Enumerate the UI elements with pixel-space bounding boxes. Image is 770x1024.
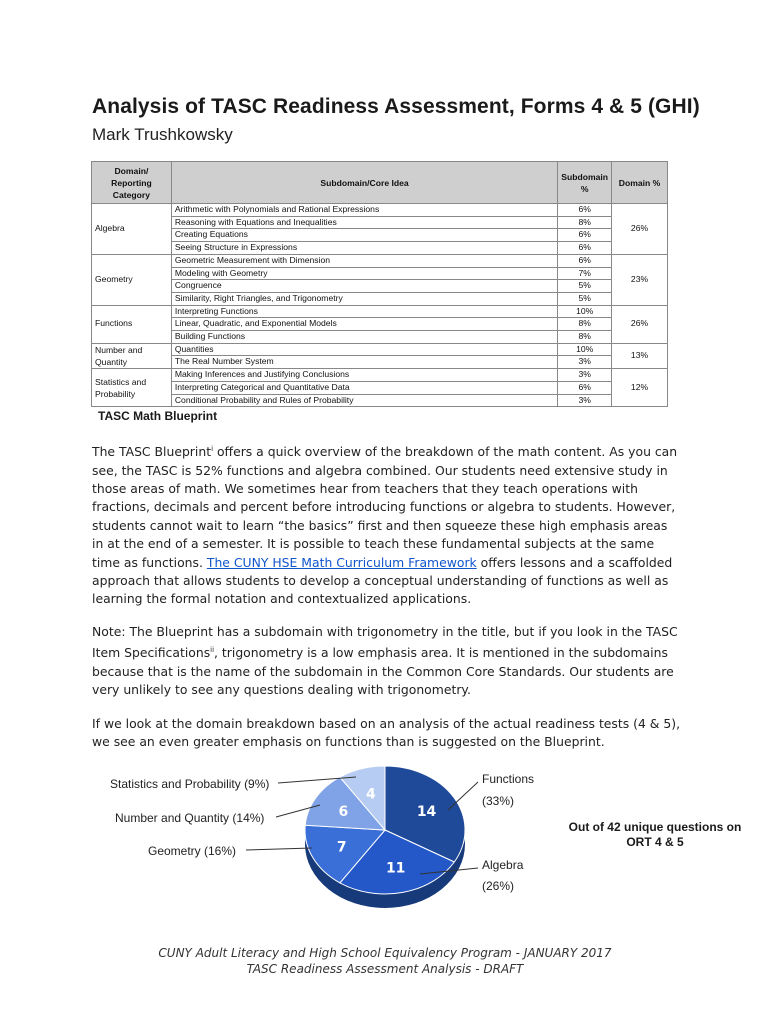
header-subdomain: Subdomain/Core Idea (171, 162, 557, 204)
table-caption: TASC Math Blueprint (98, 409, 218, 423)
subdomain-cell: Creating Equations (171, 229, 557, 242)
label-algebra-name: Algebra (482, 858, 524, 872)
table-row (92, 254, 668, 267)
pie-value-number-quantity: 6 (338, 803, 349, 820)
author-name: Mark Trushkowsky (92, 125, 233, 144)
subdomain-cell: Geometric Measurement with Dimension (171, 254, 557, 267)
table-row (92, 204, 668, 217)
subdomain-cell: Linear, Quadratic, and Exponential Models (171, 318, 557, 331)
subdomain-pct-cell: 3% (558, 369, 612, 382)
pie-value-geometry: 7 (336, 839, 347, 856)
footer-line-2: TASC Readiness Assessment Analysis - DRAFT (246, 962, 524, 976)
label-statistics: Statistics and Probability (9%) (110, 777, 270, 791)
subdomain-cell: Making Inferences and Justifying Conclusions (171, 369, 557, 382)
table-row (92, 229, 668, 242)
paragraph-1-start: The TASC Blueprint (92, 444, 212, 460)
subdomain-pct-cell: 3% (558, 394, 612, 407)
blueprint-table (91, 161, 668, 407)
label-functions-pct: (33%) (482, 794, 515, 808)
header-domain: Domain/ Reporting Category (92, 162, 172, 204)
subdomain-cell: Congruence (171, 280, 557, 293)
chart-note: Out of 42 unique questions on ORT 4 & 5 (568, 820, 742, 849)
subdomain-cell: Similarity, Right Triangles, and Trigonometry (171, 292, 557, 305)
table-row (92, 242, 668, 255)
domain-pct-cell: 13% (612, 343, 668, 368)
subdomain-cell: Seeing Structure in Expressions (171, 242, 557, 255)
table-row (92, 331, 668, 344)
table-row (92, 305, 668, 318)
paragraph-2-end: , trigonometry is a low emphasis area. It is mentioned in the subdomains because that is the name of the subdomain in the Common Core Standards. Our students are very unlikely to see any questions dealing with trigonometry. (92, 645, 674, 698)
header-domain-pct: Domain % (612, 162, 668, 204)
label-number-quantity: Number and Quantity (14%) (115, 811, 265, 825)
table-row (92, 369, 668, 382)
table-row (92, 267, 668, 280)
cuny-framework-link[interactable]: The CUNY HSE Math Curriculum Framework (206, 554, 477, 570)
paragraph-1 (92, 440, 682, 609)
pie-value-algebra: 11 (385, 860, 406, 877)
subdomain-cell: Quantities (171, 343, 557, 356)
table-row (92, 343, 668, 356)
subdomain-pct-cell: 3% (558, 356, 612, 369)
table-row (92, 356, 668, 369)
pie-chart-area (0, 760, 770, 940)
subdomain-pct-cell: 8% (558, 331, 612, 344)
domain-pct-cell: 23% (612, 254, 668, 305)
subdomain-pct-cell: 10% (558, 305, 612, 318)
table-row (92, 280, 668, 293)
domain-cell: Number and Quantity (92, 343, 172, 368)
subdomain-pct-cell: 7% (558, 267, 612, 280)
subdomain-cell: Building Functions (171, 331, 557, 344)
subdomain-pct-cell: 6% (558, 254, 612, 267)
domain-cell: Algebra (92, 204, 172, 255)
leader-line-geometry (246, 848, 312, 850)
pie-value-functions: 14 (416, 803, 437, 820)
subdomain-pct-cell: 6% (558, 242, 612, 255)
subdomain-pct-cell: 5% (558, 280, 612, 293)
subdomain-pct-cell: 10% (558, 343, 612, 356)
footer-line-1: CUNY Adult Literacy and High School Equivalency Program - JANUARY 2017 (158, 946, 612, 960)
paragraph-1-end: offers lessons and a scaffolded approach that allows students to develop a conceptual understanding of functions as well as learning the formal notation and contextualized applications. (92, 554, 673, 607)
subdomain-cell: Reasoning with Equations and Inequalities (171, 216, 557, 229)
table-row (92, 292, 668, 305)
table-row (92, 216, 668, 229)
label-geometry: Geometry (16%) (148, 844, 237, 858)
domain-pct-cell: 12% (612, 369, 668, 407)
subdomain-cell: The Real Number System (171, 356, 557, 369)
subdomain-pct-cell: 6% (558, 229, 612, 242)
label-algebra-pct: (26%) (482, 879, 515, 893)
domain-cell: Functions (92, 305, 172, 343)
subdomain-cell: Interpreting Categorical and Quantitative Data (171, 381, 557, 394)
subdomain-cell: Conditional Probability and Rules of Probability (171, 394, 557, 407)
subdomain-pct-cell: 6% (558, 381, 612, 394)
label-functions-name: Functions (482, 772, 535, 786)
paragraph-1-middle: offers a quick overview of the breakdown of the math content. As you can see, the TASC is 52% functions and algebra combined. Our students need extensive study in those areas of math. We sometimes hear from teachers that they teach operations with fractions, decimals and percent before introducing functions or algebra to students. However, students cannot wait to learn “the basics” first and then squeeze these high emphasis areas in at the end of a semester. It is possible to teach these fundamental subjects at the same time as functions. (92, 444, 678, 570)
header-subdomain-pct: Subdomain % (558, 162, 612, 204)
paragraph-3: If we look at the domain breakdown based on an analysis of the actual readiness tests (4 & 5), we see an even greater emphasis on functions than is suggested on the Blueprint. (92, 716, 681, 750)
page-footer (0, 945, 770, 977)
subdomain-cell: Interpreting Functions (171, 305, 557, 318)
subdomain-pct-cell: 8% (558, 318, 612, 331)
domain-pct-cell: 26% (612, 305, 668, 343)
table-row (92, 381, 668, 394)
subdomain-pct-cell: 5% (558, 292, 612, 305)
subdomain-cell: Modeling with Geometry (171, 267, 557, 280)
domain-pct-cell: 26% (612, 204, 668, 255)
domain-cell: Geometry (92, 254, 172, 305)
paragraph-2-start: Note: The Blueprint has a subdomain with trigonometry in the title, but if you look in the TASC Item Specifications (92, 624, 678, 661)
footnote-ref[interactable]: ii (210, 646, 215, 655)
table-row (92, 318, 668, 331)
table-row (92, 394, 668, 407)
footnote-ref[interactable]: i (211, 445, 214, 453)
domain-cell: Statistics and Probability (92, 369, 172, 407)
pie-value-statistics: 4 (365, 786, 376, 803)
document-title: Analysis of TASC Readiness Assessment, Forms 4 & 5 (GHI) (92, 95, 700, 118)
subdomain-pct-cell: 8% (558, 216, 612, 229)
paragraph-2 (92, 623, 682, 700)
subdomain-pct-cell: 6% (558, 204, 612, 217)
subdomain-cell: Arithmetic with Polynomials and Rational Expressions (171, 204, 557, 217)
